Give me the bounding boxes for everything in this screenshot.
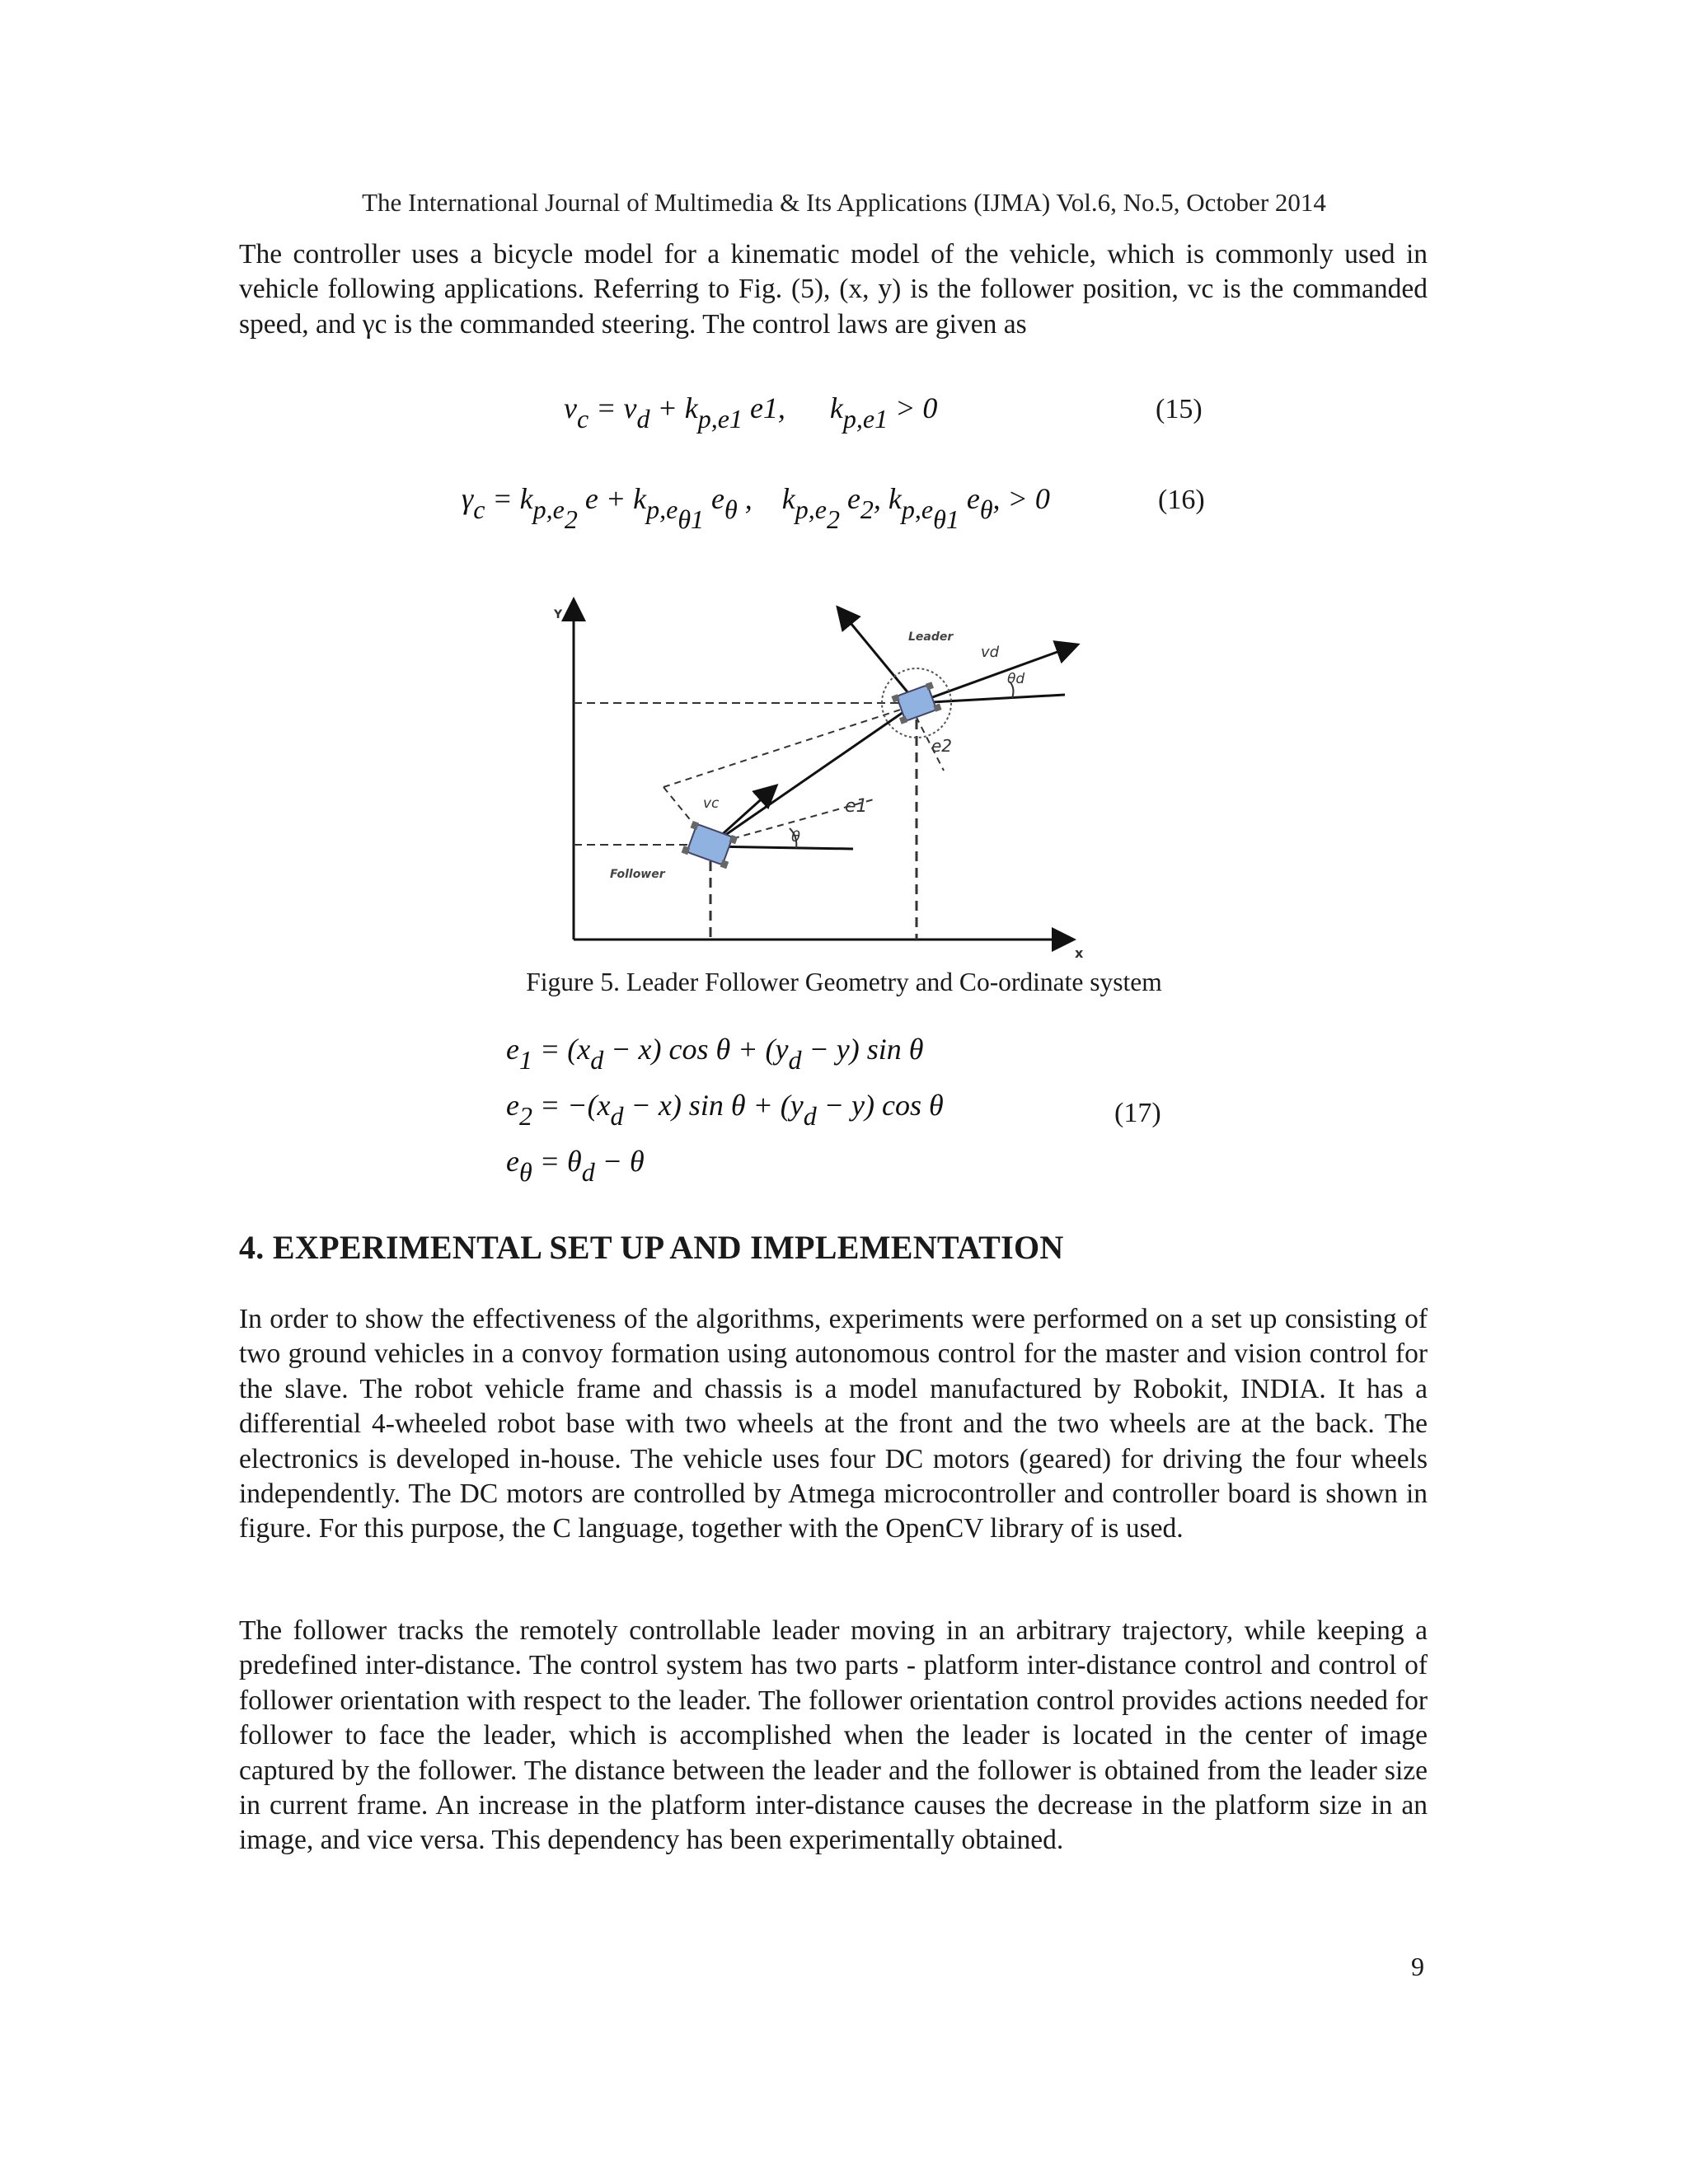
paragraph-setup: In order to show the effectiveness of the algorithms, experiments were performed on a set up consisting of two ground vehicles in a convoy formation using autonomous control for the master and vision control for the slave. The robot vehicle frame and chassis is a model manufactured by Robokit, INDIA. It has a differential 4-wheeled robot base with two wheels at the front and the two wheels are at the back. The electronics is developed in-house. The vehicle uses four DC motors (geared) for driving the four wheels independently. The DC motors are controlled by Atmega microcontroller and controller board is shown in figure. For this purpose, the C language, together with the OpenCV library of is used.	[239, 1304, 1428, 1544]
leader-vehicle	[891, 682, 941, 724]
theta-d-label: θd	[1007, 671, 1025, 687]
follower-label: Follower	[610, 868, 665, 881]
vc-label: vc	[703, 795, 720, 812]
equation-17-line1: $e_1 = (x_d - x)$ $\cos \theta + (y_d - y)$ sin θ	[506, 1033, 924, 1075]
equation-17-line2: $e_2 = -(x_d - x)$ $\sin \theta + (y_d - y)$ cos θ	[506, 1089, 944, 1131]
y-axis-label: Y	[554, 608, 563, 621]
figure-caption: Figure 5. Leader Follower Geometry and Co-ordinate system	[526, 968, 1162, 996]
paragraph-follower: The follower tracks the remotely controllable leader moving in an arbitrary trajectory, while keeping a predefined inter-distance. The control system has two parts - platform inter-distance control and control of follower orientation with respect to the leader. The follower orientation control provides actions needed for follower to face the leader, which is accomplished when the leader is located in the center of image captured by the follower. The distance between the leader and the follower is obtained from the leader size in current frame. An increase in the platform inter-distance causes the decrease in the platform size in an image, and vice versa. This dependency has been experimentally obtained.	[239, 1615, 1428, 1856]
running-head: The International Journal of Multimedia & Its Applications (IJMA) Vol.6, No.5, October 2014	[362, 188, 1326, 217]
section-title: EXPERIMENTAL SET UP AND IMPLEMENTATION	[272, 1229, 1064, 1266]
leader-follower-figure	[528, 589, 1187, 964]
theta-label: θ	[791, 828, 801, 846]
paragraph-controller: The controller uses a bicycle model for a kinematic model of the vehicle, which is commonly used in vehicle following applications. Referring to Fig. (5), (x, y) is the follower position, vc is the commanded speed, and γc is the commanded steering. The control laws are given as	[239, 239, 1428, 340]
section-heading	[239, 1228, 1064, 1267]
equation-15: $v_c = v_d + k_{p,e1}$ e1, $k_{p,e1} > 0$	[564, 391, 938, 434]
section-number: 4.	[239, 1229, 265, 1266]
equation-17-label: (17)	[1114, 1098, 1161, 1128]
e2-label: e2	[931, 736, 953, 756]
equation-17-line3: $e_\theta = \theta_d - \theta$	[506, 1145, 645, 1187]
page-number: 9	[1411, 1952, 1424, 1981]
vd-label: vd	[981, 644, 1000, 661]
equation-16-label: (16)	[1158, 485, 1205, 515]
x-axis-label: x	[1075, 945, 1084, 961]
leader-label: Leader	[908, 630, 954, 644]
follower-leader-line	[709, 703, 917, 846]
equation-15-label: (15)	[1156, 394, 1203, 424]
e1-label: e1	[845, 796, 868, 817]
equation-16: $\gamma_c = k_{p,e_2}$ $e + k_{p,e_{\theta 1}}$ $e_\theta$ , $k_{p,e_2}$ $e_2$, $k_{p,e_{\theta 1}}$ $e_\theta$, > 0	[462, 482, 1050, 534]
